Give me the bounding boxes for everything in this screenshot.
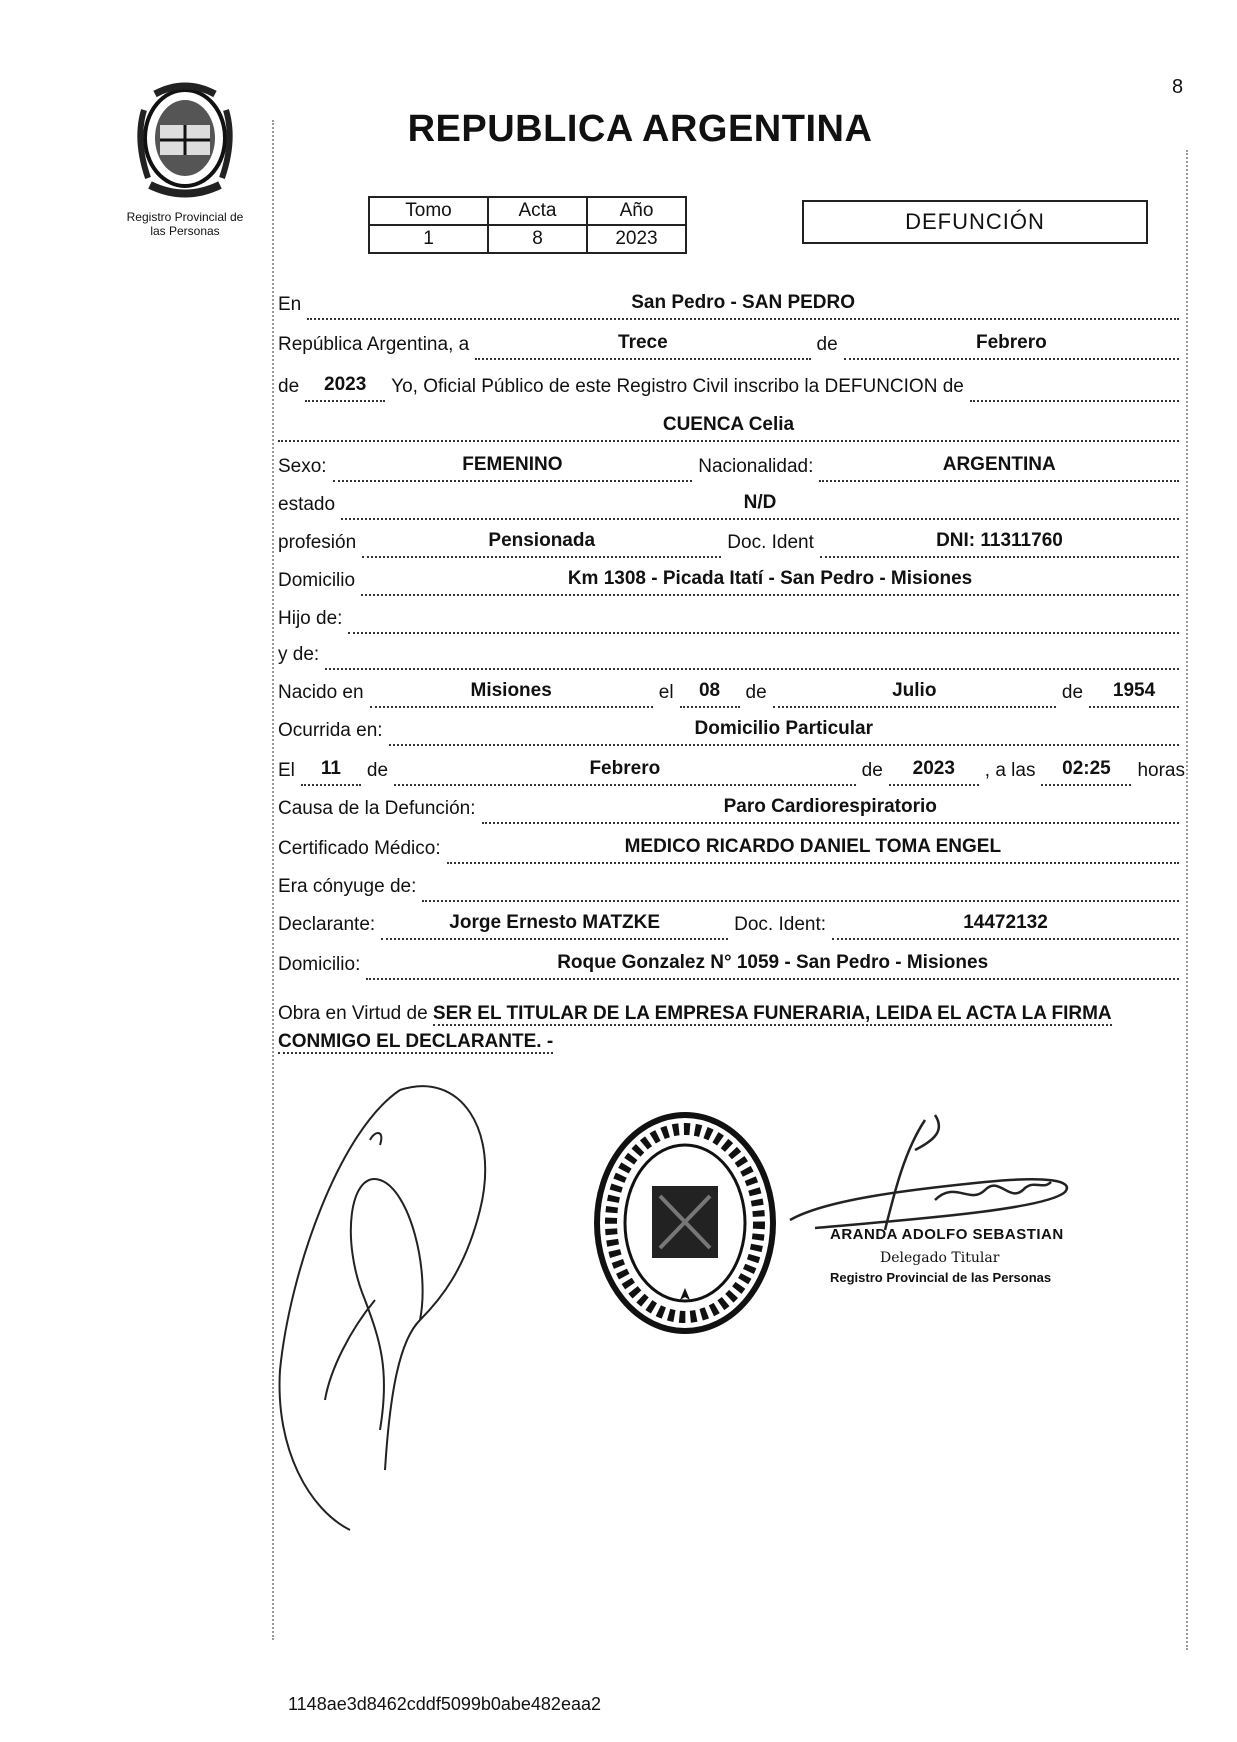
declarante-value: Jorge Ernesto MATZKE — [381, 912, 728, 940]
ocurrida-value: Domicilio Particular — [389, 718, 1179, 746]
death-time: 02:25 — [1041, 758, 1131, 786]
anio-header: Año — [587, 197, 686, 225]
day-word: Trece — [475, 332, 810, 360]
domicilio-value: Km 1308 - Picada Itatí - San Pedro - Misiones — [361, 568, 1179, 596]
row-death-date: El 11 de Febrero de 2023 , a las 02:25 horas — [278, 752, 1185, 786]
deceased-name: CUENCA Celia — [278, 414, 1179, 442]
declarant-signature-icon — [270, 1070, 540, 1540]
estado-value: N/D — [341, 492, 1179, 520]
death-day: 11 — [301, 758, 361, 786]
misiones-crest-icon — [130, 80, 240, 200]
row-ocurrida: Ocurrida en: Domicilio Particular — [278, 712, 1185, 746]
row-official: de 2023 Yo, Oficial Público de este Registro Civil inscribo la DEFUNCION de — [278, 368, 1185, 402]
row-cert: Certificado Médico: MEDICO RICARDO DANIEL TOMA ENGEL — [278, 830, 1185, 864]
yde-value — [325, 644, 1179, 670]
row-declarante: Declarante: Jorge Ernesto MATZKE Doc. Ident: 14472132 — [278, 906, 1185, 940]
row-domicilio: Domicilio Km 1308 - Picada Itatí - San Pedro - Misiones — [278, 562, 1185, 596]
document-hash: 1148ae3d8462cddf5099b0abe482eaa2 — [288, 1694, 601, 1714]
declarante-doc: 14472132 — [832, 912, 1179, 940]
profesion-value: Pensionada — [362, 530, 721, 558]
row-profesion: profesión Pensionada Doc. Ident DNI: 11311760 — [278, 524, 1185, 558]
birth-day: 08 — [680, 680, 740, 708]
birth-year: 1954 — [1089, 680, 1179, 708]
birth-place: Misiones — [370, 680, 653, 708]
row-estado: estado N/D — [278, 486, 1185, 520]
signatory-org: Registro Provincial de las Personas — [830, 1270, 1052, 1285]
page-number: 8 — [1172, 76, 1184, 98]
registration-table — [368, 196, 687, 254]
domicilio2-value: Roque Gonzalez N° 1059 - San Pedro - Misiones — [366, 952, 1179, 980]
death-year: 2023 — [889, 758, 979, 786]
row-conyuge: Era cónyuge de: — [278, 868, 1185, 902]
conyuge-value — [422, 876, 1179, 902]
anio-value: 2023 — [587, 225, 686, 253]
record-type: DEFUNCIÓN — [802, 200, 1148, 244]
signatory-title: Delegado Titular — [880, 1250, 1000, 1266]
row-causa: Causa de la Defunción: Paro Cardiorespiratorio — [278, 790, 1185, 824]
registry-name: Registro Provincial de las Personas — [126, 210, 244, 238]
right-margin-line — [1186, 150, 1188, 1650]
death-month: Febrero — [394, 758, 856, 786]
document-title: REPUBLICA ARGENTINA — [407, 108, 873, 150]
obra-paragraph: Obra en Virtud de SER EL TITULAR DE LA EMPRESA FUNERARIA, LEIDA EL ACTA LA FIRMA CONMIGO EL DECLARANTE. - — [278, 1003, 1112, 1052]
causa-value: Paro Cardiorespiratorio — [482, 796, 1179, 824]
cert-value: MEDICO RICARDO DANIEL TOMA ENGEL — [447, 836, 1179, 864]
official-seal-icon — [590, 1108, 780, 1338]
row-yde: y de: — [278, 636, 1185, 670]
month-word: Febrero — [844, 332, 1179, 360]
row-domicilio2: Domicilio: Roque Gonzalez N° 1059 - San Pedro - Misiones — [278, 946, 1185, 980]
signatory-name: ARANDA ADOLFO SEBASTIAN — [830, 1226, 1064, 1243]
sex-value: FEMENINO — [333, 454, 693, 482]
row-deceased — [278, 408, 1185, 442]
acta-header: Acta — [488, 197, 587, 225]
birth-month: Julio — [773, 680, 1056, 708]
tomo-value: 1 — [369, 225, 488, 253]
obra-value: SER EL TITULAR DE LA EMPRESA FUNERARIA, LEIDA EL ACTA LA FIRMA CONMIGO EL DECLARANTE. - — [278, 1003, 1112, 1052]
row-date: República Argentina, a Trece de Febrero — [278, 326, 1185, 360]
row-hijo: Hijo de: — [278, 600, 1185, 634]
doc-value: DNI: 11311760 — [820, 530, 1179, 558]
row-nacido: Nacido en Misiones el 08 de Julio de 1954 — [278, 674, 1185, 708]
hijo-value — [348, 608, 1179, 634]
place-value: San Pedro - SAN PEDRO — [307, 292, 1179, 320]
tomo-header: Tomo — [369, 197, 488, 225]
acta-value: 8 — [488, 225, 587, 253]
row-sex: Sexo: FEMENINO Nacionalidad: ARGENTINA — [278, 448, 1185, 482]
nationality-value: ARGENTINA — [819, 454, 1179, 482]
year-value: 2023 — [305, 374, 385, 402]
row-place: En San Pedro - SAN PEDRO — [278, 286, 1185, 320]
